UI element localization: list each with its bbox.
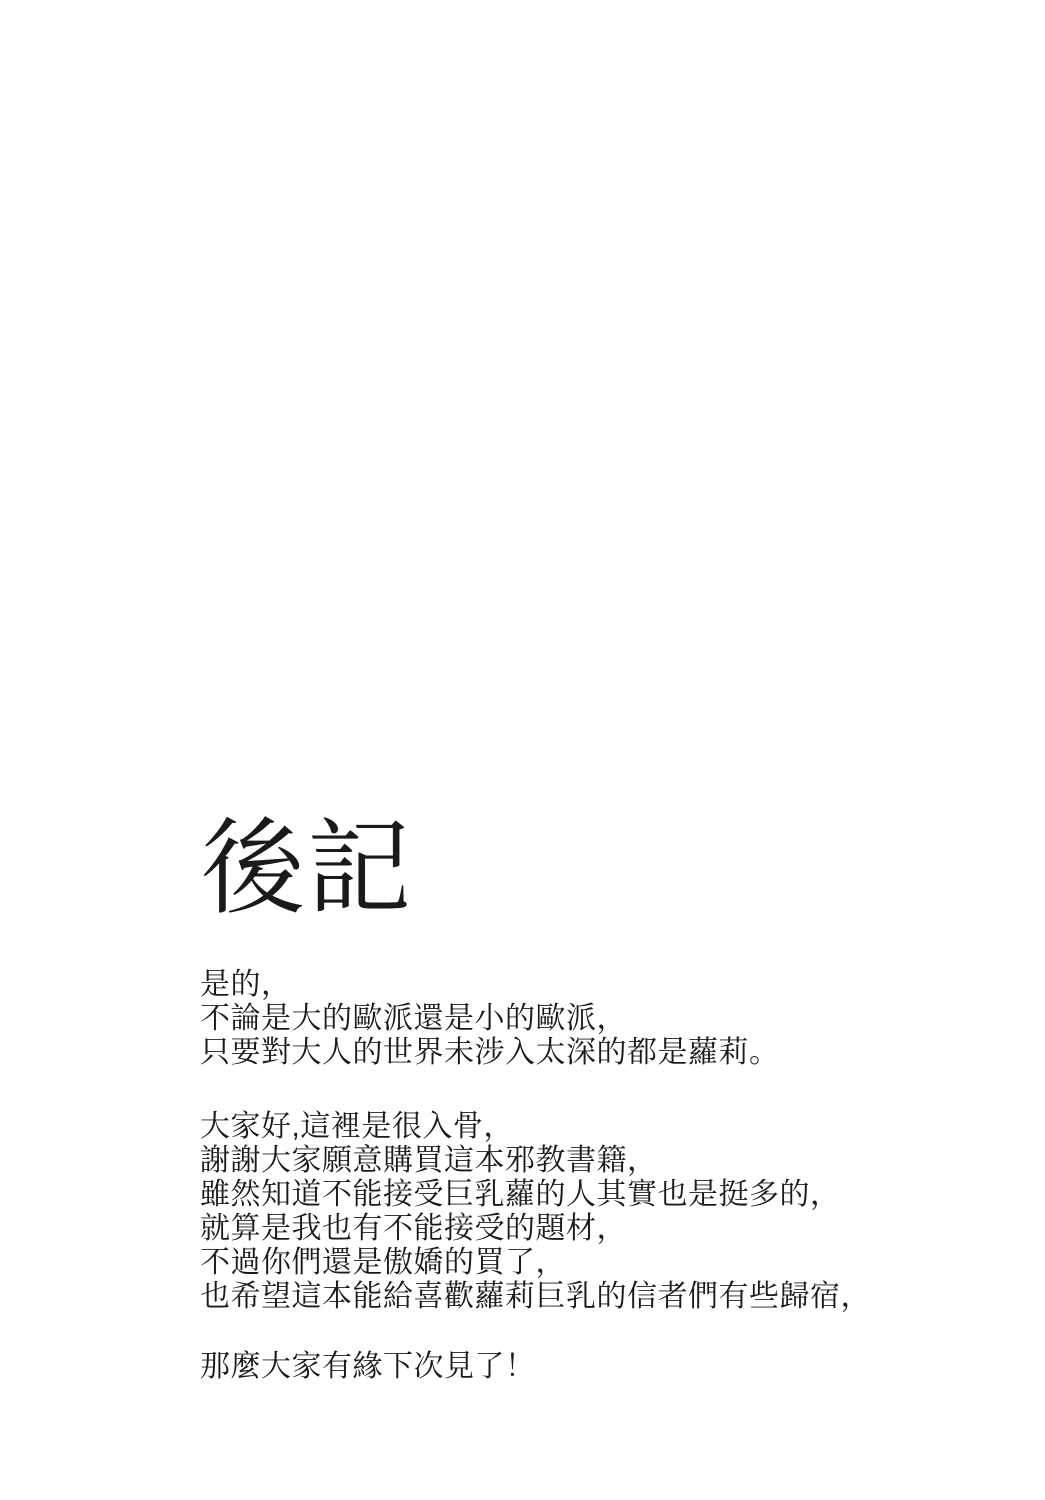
paragraph-definition [200, 968, 780, 1070]
text-line: 是的， [200, 968, 292, 1001]
paragraph-farewell [200, 1350, 536, 1384]
text-line: 就算是我也有不能接受的題材， [200, 1212, 627, 1245]
text-line: 不過你們還是傲嬌的買了， [200, 1246, 566, 1279]
text-line: 謝謝大家願意購買這本邪教書籍， [200, 1144, 658, 1177]
text-line: 只要對大人的世界未涉入太深的都是蘿莉。 [200, 1036, 780, 1069]
text-line: 雖然知道不能接受巨乳蘿的人其實也是挺多的， [200, 1178, 841, 1211]
text-line: 也希望這本能給喜歡蘿莉巨乳的信者們有些歸宿， [200, 1280, 871, 1313]
afterword-title: 後記 [201, 811, 414, 927]
text-line: 大家好,這裡是很入骨， [200, 1110, 514, 1143]
text-line: 那麼大家有緣下次見了！ [200, 1350, 536, 1383]
paragraph-greeting [200, 1110, 871, 1314]
text-line: 不論是大的歐派還是小的歐派， [200, 1002, 627, 1035]
